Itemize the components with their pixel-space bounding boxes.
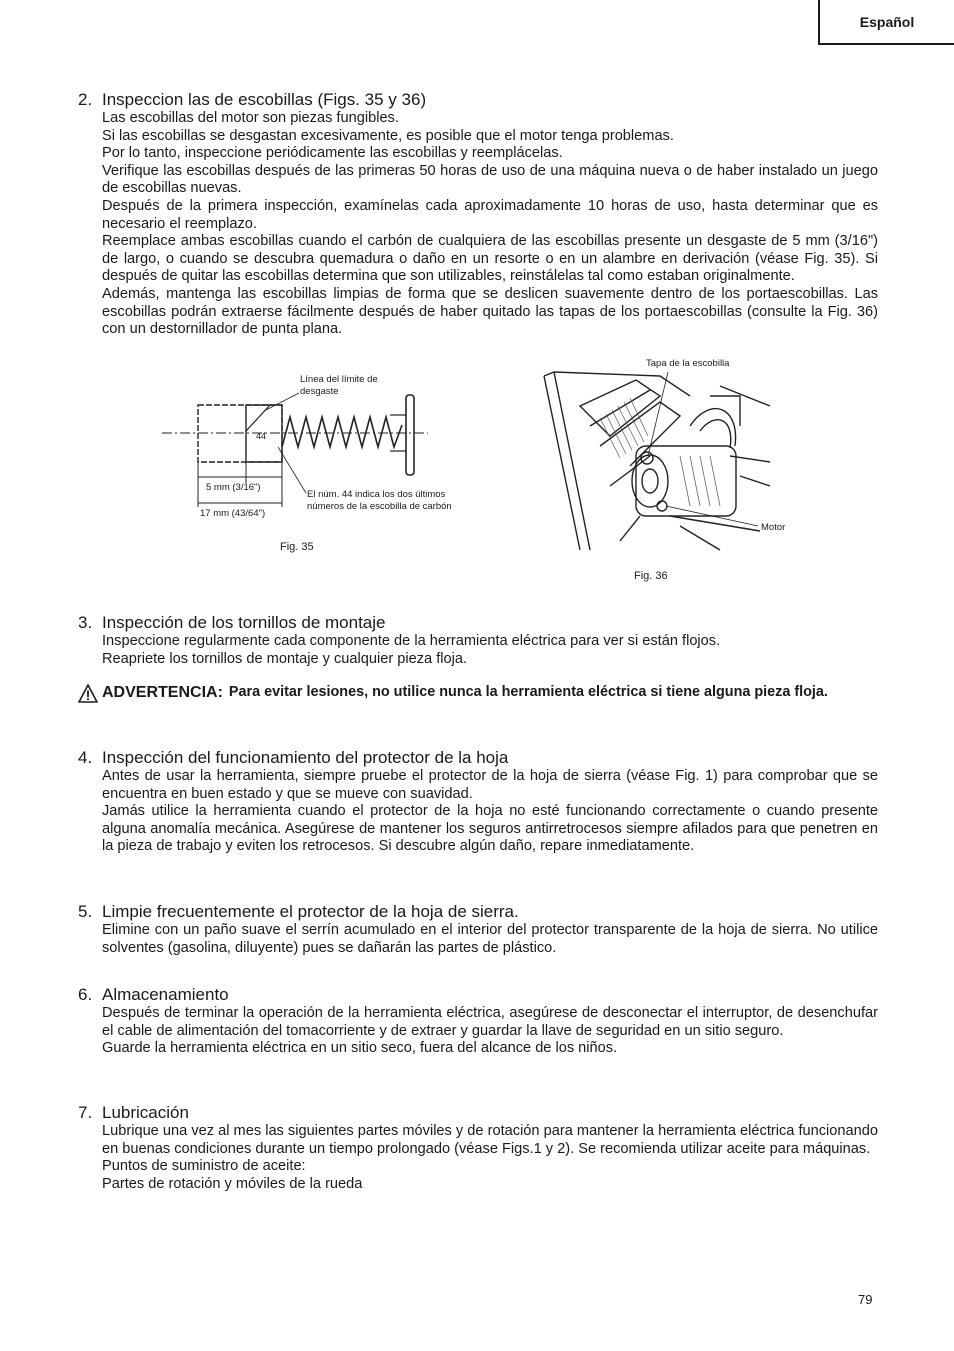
note-line: El núm. 44 indica los dos últimos [307, 489, 446, 500]
paragraph: Partes de rotación y móviles de la rueda [102, 1175, 363, 1192]
motor-illustration [540, 366, 770, 556]
section-number: 4. [78, 748, 93, 767]
paragraph: Si las escobillas se desgastan excesivamente, es posible que el motor tenga problemas. [102, 127, 674, 144]
paragraph: Después de terminar la operación de la herramienta eléctrica, asegúrese de desconectar el interruptor, de desenchufar el cable de alimentación del tomacorriente y de extraer y guardar la llave de seguridad en un sitio seguro. [102, 1005, 878, 1039]
section-number: 3. [78, 613, 93, 632]
paragraph: Reemplace ambas escobillas cuando el carbón de cualquiera de las escobillas presente un desgaste de 5 mm (3/16") de largo, o cuando se descubra quemadura o daño en un resorte o en un alambre en derivación (véase Fig. 35). Si después de quitar las escobillas determina que son utilizables, reinstálelas tal como estaban originalmente. [102, 233, 878, 285]
section-title: Inspección del funcionamiento del protector de la hoja [102, 748, 509, 767]
paragraph: Elimine con un paño suave el serrín acumulado en el interior del protector transparente de la hoja de sierra. No utilice solventes (gasolina, diluyente) pues se dañarán las partes de plástico. [102, 922, 878, 956]
paragraph: Guarde la herramienta eléctrica en un sitio seco, fuera del alcance de los niños. [102, 1040, 618, 1057]
dimension-17mm: 17 mm (43/64") [200, 508, 266, 519]
paragraph: Inspeccione regularmente cada componente de la herramienta eléctrica para ver si están flojos. [102, 633, 721, 649]
motor-label: Motor [761, 522, 786, 533]
section-title: Almacenamiento [102, 985, 229, 1004]
section-body [102, 1005, 878, 1058]
paragraph: Puntos de suministro de aceite: [102, 1158, 306, 1175]
section-body [102, 768, 878, 856]
section-heading [78, 902, 878, 922]
page-number: 79 [858, 1292, 873, 1307]
language-tab: Español [818, 0, 954, 45]
section-number: 7. [78, 1103, 93, 1122]
paragraph: Por lo tanto, inspeccione periódicamente las escobillas y reemplácelas. [102, 145, 563, 162]
section-number: 6. [78, 985, 93, 1004]
section-heading [78, 748, 878, 768]
section-title: Inspección de los tornillos de montaje [102, 613, 386, 632]
section-mounting-screws [78, 613, 878, 668]
wear-line-label-line: Línea del límite de [300, 374, 378, 385]
paragraph: Además, mantenga las escobillas limpias de forma que se deslicen suavemente dentro de los portaescobillas. Las escobillas podrán extraerse fácilmente después de haber quitado las tapas de los portaescobillas (consulte la Fig. 36) con un destornillador de punta plana. [102, 285, 878, 338]
warning-label: ADVERTENCIA: [102, 684, 223, 701]
section-brush-inspection [78, 90, 878, 339]
paragraph: Verifique las escobillas después de las primeras 50 horas de uso de una máquina nueva o de haber instalado un juego de escobillas nuevas. [102, 162, 878, 197]
wear-line-label [300, 374, 378, 398]
brush-number: 44 [256, 431, 267, 441]
section-title: Inspeccion las de escobillas (Figs. 35 y 36) [102, 90, 427, 109]
brush-number-note [307, 489, 452, 513]
section-heading [78, 985, 878, 1005]
section-heading [78, 613, 878, 633]
warning-text: Para evitar lesiones, no utilice nunca la herramienta eléctrica si tiene alguna pieza floja. [228, 684, 828, 700]
section-body [102, 110, 878, 339]
section-heading [78, 1103, 878, 1123]
section-title: Limpie frecuentemente el protector de la hoja de sierra. [102, 902, 519, 921]
section-lubrication [78, 1103, 878, 1193]
paragraph: Antes de usar la herramienta, siempre pruebe el protector de la hoja de sierra (véase Fig. 1) para comprobar que se encuentra en buen estado y que se mueve con suavidad. [102, 768, 878, 802]
section-number: 5. [78, 902, 93, 921]
section-number: 2. [78, 90, 93, 109]
figure-caption: Fig. 35 [280, 541, 314, 553]
section-guard-inspection [78, 748, 878, 856]
dimension-5mm: 5 mm (3/16") [206, 482, 261, 493]
paragraph: Lubrique una vez al mes las siguientes partes móviles y de rotación para mantener la herramienta eléctrica funcionando en buenas condiciones durante un tiempo prolongado (véase Figs.1 y 2). Se recomienda utilizar aceite para máquinas. [102, 1123, 878, 1157]
note-line: números de la escobilla de carbón [307, 501, 452, 512]
warning-triangle-icon [78, 684, 98, 704]
paragraph: Las escobillas del motor son piezas fungibles. [102, 110, 399, 126]
paragraph: Después de la primera inspección, examínelas cada aproximadamente 10 horas de uso, hasta determinar que es necesario el reemplazo. [102, 197, 878, 232]
section-body [102, 922, 878, 957]
section-body [102, 633, 878, 668]
section-body [102, 1123, 878, 1193]
brush-cap-label: Tapa de la escobilla [646, 358, 730, 369]
section-storage [78, 985, 878, 1058]
wear-line-label-line: desgaste [300, 386, 339, 397]
section-guard-cleaning [78, 902, 878, 957]
section-heading [78, 90, 878, 110]
section-title: Lubricación [102, 1103, 189, 1122]
paragraph: Jamás utilice la herramienta cuando el protector de la hoja no esté funcionando correctamente o cuando presente alguna anomalía mecánica. Asegúrese de mantener los seguros antirretrocesos siempre afilados para que penetren en la pieza de trabajo y eviten los retrocesos. Si descubre algún daño, repare inmediatamente. [102, 803, 878, 855]
paragraph: Reapriete los tornillos de montaje y cualquier pieza floja. [102, 650, 468, 667]
figure-caption: Fig. 36 [634, 570, 668, 582]
warning-block [78, 683, 878, 704]
